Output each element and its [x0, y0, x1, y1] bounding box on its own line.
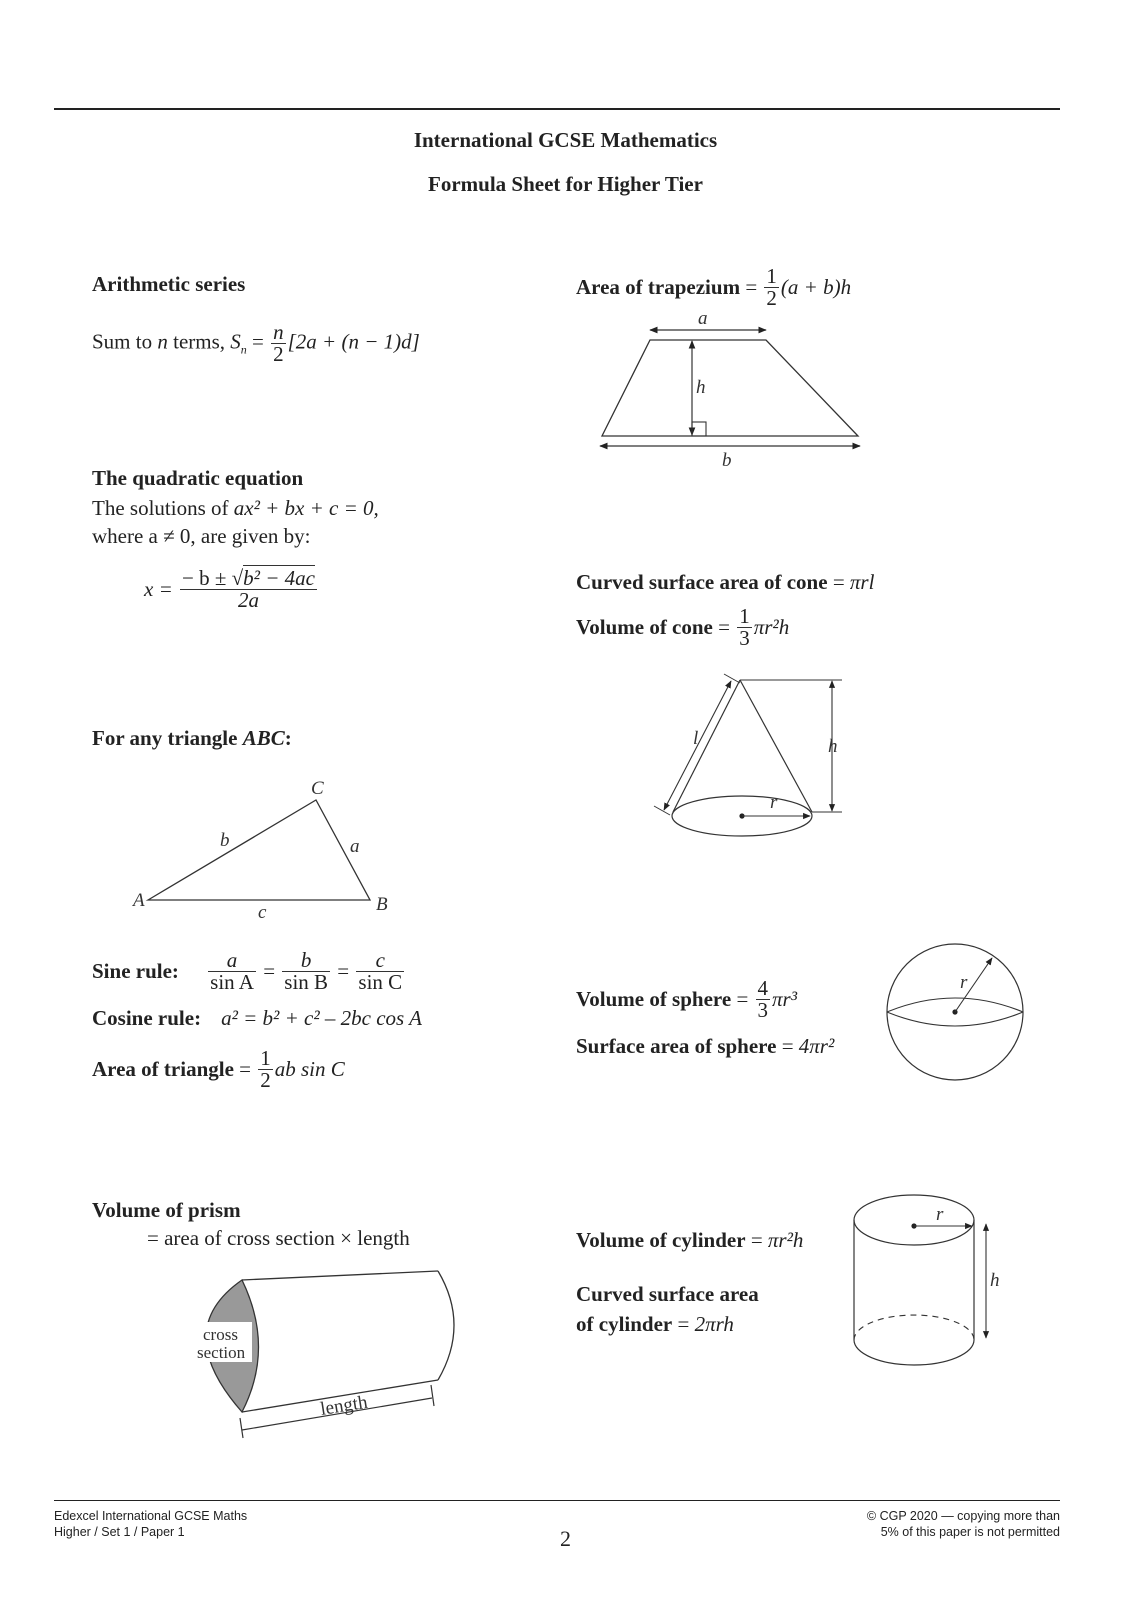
cylinder-vol-expr: πr²h: [767, 1228, 804, 1252]
page-subtitle: Formula Sheet for Higher Tier: [428, 172, 703, 196]
cone-dim-r: r: [770, 792, 778, 813]
triangle-area-frac-num: 1: [260, 1046, 271, 1070]
quadratic-den: 2a: [237, 588, 259, 612]
sine-eq-2: =: [337, 959, 350, 983]
vertex-C: C: [311, 778, 324, 799]
side-b: b: [220, 830, 230, 851]
cone-dim-l: l: [693, 728, 699, 749]
trapezium-eq: =: [740, 275, 763, 299]
sphere-sa-eq: =: [776, 1034, 799, 1058]
triangle-area-label: Area of triangle: [92, 1057, 234, 1081]
trapezium-label: Area of trapezium: [576, 275, 741, 299]
arithmetic-heading: Arithmetic series: [92, 272, 246, 296]
cylinder-dim-h: h: [990, 1270, 1000, 1291]
sum-frac-den: 2: [273, 342, 284, 366]
cross-label-2: section: [197, 1343, 246, 1362]
cone-vol-rest: πr²h: [753, 615, 790, 639]
trapezium-dim-a: a: [698, 308, 708, 329]
cone-csa-expr: πrl: [849, 570, 875, 594]
triangle-heading-abc: ABC: [242, 726, 285, 750]
sphere-vol-frac-den: 3: [757, 998, 769, 1022]
cone-csa-eq: =: [827, 570, 850, 594]
cylinder-vol-label: Volume of cylinder: [576, 1228, 746, 1252]
sqrt-icon: √: [231, 566, 244, 590]
trapezium-rest: (a + b)h: [780, 275, 852, 299]
sine-frac-3-num: c: [356, 950, 404, 972]
sine-frac-1-den: sin A: [210, 970, 254, 994]
cosine-label: Cosine rule:: [92, 1006, 202, 1030]
side-a: a: [350, 836, 360, 857]
triangle-area-rest: ab sin C: [274, 1057, 345, 1081]
sum-prefix: Sum to: [92, 329, 158, 354]
sphere-vol-label: Volume of sphere: [576, 987, 732, 1011]
footer-right: [867, 1508, 1060, 1540]
vertex-B: B: [376, 894, 388, 915]
sphere-vol-eq: =: [731, 987, 754, 1011]
cylinder-dim-r: r: [936, 1204, 944, 1225]
sine-frac-2-num: b: [282, 950, 330, 972]
quadratic-line1-expr: ax² + bx + c = 0,: [233, 496, 379, 520]
vertex-A: A: [133, 890, 145, 911]
cone-vol-label: Volume of cone: [576, 615, 713, 639]
quadratic-sqrt-expr: b² − 4ac: [243, 566, 315, 590]
prism-line: = area of cross section × length: [147, 1226, 410, 1250]
quadratic-heading: The quadratic equation: [92, 466, 304, 490]
cylinder-bottom-back: [854, 1315, 974, 1340]
sum-n: n: [157, 329, 168, 354]
cosine-expr: a² = b² + c² – 2bc cos A: [221, 1006, 422, 1030]
sum-eq: =: [246, 329, 270, 354]
triangle-area-eq: =: [233, 1057, 257, 1081]
cylinder-csa-eq: =: [672, 1312, 695, 1336]
cone-vol-frac-num: 1: [739, 604, 750, 628]
quadratic-line2: where a ≠ 0, are given by:: [92, 524, 311, 548]
sine-frac-2-den: sin B: [284, 970, 329, 994]
sine-label: Sine rule:: [92, 959, 179, 983]
triangle-heading-colon: :: [284, 726, 292, 750]
cone-csa-label: Curved surface area of cone: [576, 570, 828, 594]
side-c: c: [258, 902, 267, 923]
prism-heading: Volume of prism: [92, 1198, 241, 1222]
trapezium-frac-num: 1: [766, 264, 777, 288]
quadratic-x: x =: [144, 577, 173, 601]
quadratic-num-pre: − b ±: [182, 566, 232, 590]
footer-left-2: Higher / Set 1 / Paper 1: [54, 1525, 185, 1539]
cylinder-vol-eq: =: [745, 1228, 768, 1252]
sum-S: S: [230, 329, 241, 354]
quadratic-line1-pre: The solutions of: [92, 496, 234, 520]
cone-dim-h: h: [828, 736, 838, 757]
cylinder-csa-expr: 2πrh: [694, 1312, 734, 1336]
cylinder-csa-label-2: of cylinder: [576, 1312, 673, 1336]
sum-bracket: [2a + (n − 1)d]: [287, 329, 420, 354]
sphere-sa-label: Surface area of sphere: [576, 1034, 777, 1058]
cylinder-csa-1: Curved surface area: [576, 1282, 759, 1306]
sum-frac-num: n: [273, 320, 284, 344]
trapezium-dim-h: h: [696, 377, 706, 398]
length-label: length: [318, 1391, 370, 1420]
footer-right-1: © CGP 2020 — copying more than: [866, 1509, 1060, 1523]
sum-mid: terms,: [167, 329, 231, 354]
sphere-dim-r: r: [960, 972, 968, 993]
cone-vol-eq: =: [712, 615, 736, 639]
cross-label-1: cross: [203, 1325, 238, 1344]
sine-eq-1: =: [263, 959, 276, 983]
sphere-vol-frac-num: 4: [757, 976, 769, 1000]
bottom-rule: [54, 1500, 1060, 1501]
cylinder-bottom-front: [854, 1340, 974, 1365]
triangle-area-frac-den: 2: [260, 1068, 271, 1092]
trapezium-frac-den: 2: [766, 286, 777, 310]
sine-frac-1-num: a: [208, 950, 256, 972]
sphere-vol-rest: πr³: [772, 987, 798, 1011]
sphere-sa-expr: 4πr²: [798, 1034, 835, 1058]
footer-left-1: Edexcel International GCSE Maths: [54, 1509, 248, 1523]
page-title: International GCSE Mathematics: [413, 128, 718, 152]
sum-S-sub: n: [240, 342, 247, 357]
sine-frac-3-den: sin C: [358, 970, 403, 994]
triangle-heading-pre: For any triangle: [92, 726, 243, 750]
footer-right-2: 5% of this paper is not permitted: [880, 1525, 1060, 1539]
trapezium-dim-b: b: [722, 450, 732, 471]
cylinder-top: [854, 1195, 974, 1245]
page-number: 2: [560, 1526, 571, 1551]
cone-vol-frac-den: 3: [739, 626, 750, 650]
